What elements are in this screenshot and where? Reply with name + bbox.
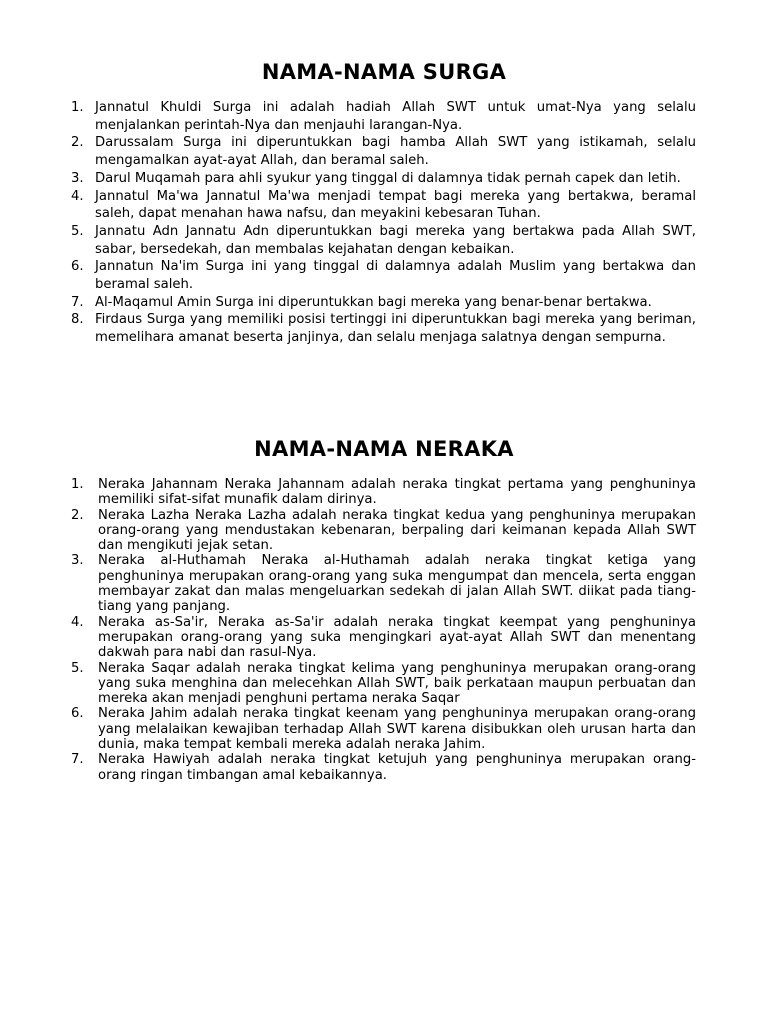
list-item — [71, 553, 696, 615]
list-number: 5. — [71, 223, 84, 239]
list-number: 4. — [71, 614, 84, 630]
list-item-text: Neraka al-Huthamah Neraka al-Huthamah adalah neraka tingkat ketiga yang penghuninya merupakan orang-orang yang suka mengumpat dan mencela, serta enggan membayar zakat dan malas mengeluarkan sedekah di jalan Allah SWT. diikat pada tiang-tiang yang panjang. — [98, 553, 696, 615]
list-number: 8. — [71, 312, 84, 328]
list-item-text: Firdaus Surga yang memiliki posisi tertinggi ini diperuntukkan bagi mereka yang beriman, memelihara amanat beserta janjinya, dan selalu menjaga salatnya dengan sempurna. — [95, 312, 696, 346]
list-number: 2. — [71, 135, 84, 151]
list-item — [71, 706, 696, 753]
list-number: 6. — [71, 706, 84, 722]
list-number: 3. — [71, 553, 84, 569]
list-item — [71, 752, 696, 783]
list-item-text: Darul Muqamah para ahli syukur yang tinggal di dalamnya tidak pernah capek dan letih. — [95, 170, 681, 186]
neraka-list — [71, 477, 696, 783]
list-number: 5. — [71, 660, 84, 676]
list-number: 1. — [71, 477, 84, 492]
surga-list — [71, 99, 696, 347]
list-number: 6. — [71, 259, 84, 275]
list-number: 7. — [71, 294, 84, 310]
list-item-text: Neraka Saqar adalah neraka tingkat kelima yang penghuninya merupakan orang-orang yang suka menghina dan melecehkan Allah SWT, baik perkataan maupun perbuatan dan mereka akan menjadi penghuni pertama neraka Saqar — [98, 660, 696, 707]
list-number: 7. — [71, 752, 84, 768]
list-item-text: Jannatu Adn Jannatu Adn diperuntukkan bagi mereka yang bertakwa pada Allah SWT, sabar, bersedekah, dan membalas kejahatan dengan kebaikan. — [95, 223, 696, 257]
list-item-text: Darussalam Surga ini diperuntukkan bagi hamba Allah SWT yang istikamah, selalu mengamalkan ayat-ayat Allah, dan beramal saleh. — [95, 135, 696, 169]
list-item — [71, 223, 696, 258]
list-item — [71, 311, 696, 346]
list-item — [71, 660, 696, 707]
list-number: 4. — [71, 188, 84, 204]
list-number: 2. — [71, 507, 84, 523]
list-item — [71, 188, 696, 223]
list-item-text: Neraka Jahim adalah neraka tingkat keenam yang penghuninya merupakan orang-orang yang melalaikan kewajiban terhadap Allah SWT karena disibukkan oleh urusan harta dan dunia, maka tempat kembali mereka adalah neraka Jahim. — [98, 706, 696, 753]
list-item — [71, 294, 696, 312]
list-item-text: Neraka Hawiyah adalah neraka tingkat ketujuh yang penghuninya merupakan orang-orang ringan timbangan amal kebaikannya. — [98, 752, 696, 783]
list-item — [71, 99, 696, 134]
list-item-text: Al-Maqamul Amin Surga ini diperuntukkan bagi mereka yang benar-benar bertakwa. — [95, 294, 652, 310]
list-item-text: Jannatul Ma'wa Jannatul Ma'wa menjadi tempat bagi mereka yang bertakwa, beramal saleh, dapat menahan hawa nafsu, dan meyakini kebesaran Tuhan. — [95, 188, 696, 222]
list-item — [71, 170, 696, 188]
list-item — [71, 258, 696, 293]
section-title-surga: NAMA-NAMA SURGA — [261, 60, 507, 84]
list-item-text: Neraka Jahannam Neraka Jahannam adalah neraka tingkat pertama yang penghuninya memiliki sifat-sifat munafik dalam dirinya. — [98, 477, 696, 508]
list-item-text: Neraka Lazha Neraka Lazha adalah neraka tingkat kedua yang penghuninya merupakan orang-orang yang mendustakan kebenaran, berpaling dari keimanan kepada Allah SWT dan mengikuti jejak setan. — [98, 507, 696, 554]
section-title-neraka: NAMA-NAMA NERAKA — [254, 437, 514, 461]
list-item — [71, 477, 696, 508]
list-item — [71, 507, 696, 554]
list-item-text: Jannatul Khuldi Surga ini adalah hadiah Allah SWT untuk umat-Nya yang selalu menjalankan perintah-Nya dan menjauhi larangan-Nya. — [95, 100, 696, 133]
list-item — [71, 614, 696, 661]
list-item-text: Jannatun Na'im Surga ini yang tinggal di dalamnya adalah Muslim yang bertakwa dan beramal saleh. — [95, 259, 696, 293]
list-item-text: Neraka as-Sa'ir, Neraka as-Sa'ir adalah neraka tingkat keempat yang penghuninya merupakan orang-orang yang suka mengingkari ayat-ayat Allah SWT dan menentang dakwah para nabi dan rasul-Nya. — [98, 614, 696, 661]
list-item — [71, 134, 696, 169]
list-number: 1. — [71, 100, 84, 115]
list-number: 3. — [71, 170, 84, 186]
